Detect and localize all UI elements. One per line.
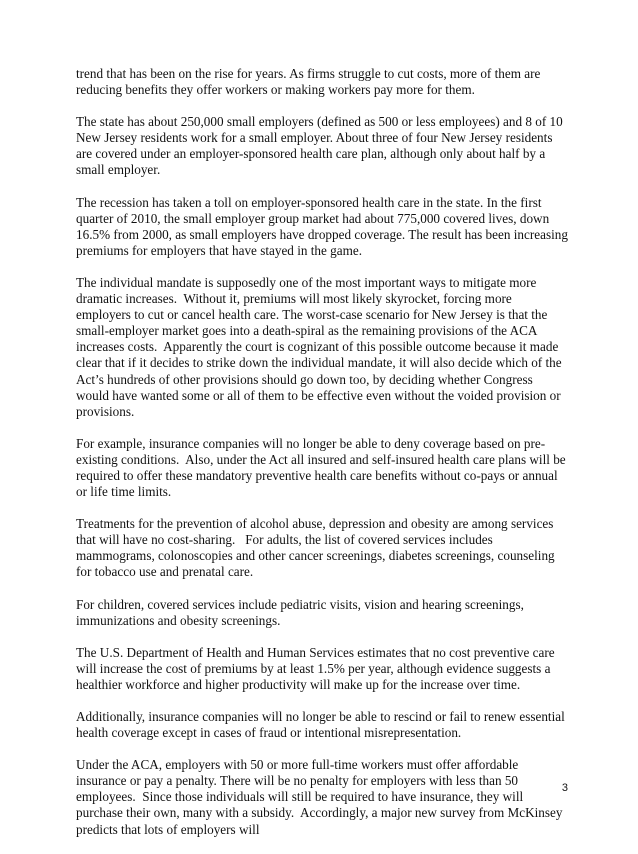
paragraph-9: Additionally, insurance companies will no longer be able to rescind or fail to renew essential health coverage except in cases of fraud or intentional misrepresentation. xyxy=(76,709,569,741)
paragraph-2: The state has about 250,000 small employers (defined as 500 or less employees) and 8 of 10 New Jersey residents work for a small employer. About three of four New Jersey residents are covered under an employer-sponsored health care plan, although only about half by a small employer. xyxy=(76,114,567,178)
paragraph-10: Under the ACA, employers with 50 or more full-time workers must offer affordable insurance or pay a penalty. There will be no penalty for employers with less than 50 employees. Since those individuals will still be required to have insurance, they will purchase their own, many with a subsidy. Accordingly, a major new survey from McKinsey predicts that lots of employers will xyxy=(76,757,566,837)
paragraph-1: trend that has been on the rise for years. As firms struggle to cut costs, more of them are reducing benefits they offer workers or making workers pay more for them. xyxy=(76,66,544,98)
paragraph-5: For example, insurance companies will no longer be able to deny coverage based on pre-existing conditions. Also, under the Act all insured and self-insured health care plans will be required to offer these mandatory preventive health care benefits without co-pays or annual or life time limits. xyxy=(76,435,569,500)
paragraph-3: The recession has taken a toll on employer-sponsored health care in the state. In the first quarter of 2010, the small employer group market had about 775,000 covered lives, down 16.5% from 2000, as small employers have dropped coverage. The result has been increasing premiums for employers that have stayed in the game. xyxy=(76,194,572,258)
paragraph-7: For children, covered services include pediatric visits, vision and hearing screenings, immunizations and obesity screenings. xyxy=(76,596,528,628)
paragraph-6: Treatments for the prevention of alcohol abuse, depression and obesity are among services that will have no cost-sharing. For adults, the list of covered services includes mammograms, colonoscopies and other cancer screenings, diabetes screenings, counseling for tobacco use and prenatal care. xyxy=(76,516,558,580)
page-number: 3 xyxy=(561,782,568,794)
paragraph-8: The U.S. Department of Health and Human Services estimates that no cost preventive care will increase the cost of premiums by at least 1.5% per year, although evidence suggests a healthier workforce and higher productivity will make up for the increase over time. xyxy=(76,644,558,692)
paragraph-4: The individual mandate is supposedly one of the most important ways to mitigate more dramatic increases. Without it, premiums will most likely skyrocket, forcing more employers to cut or cancel health care. The worst-case scenario for New Jersey is that the small-employer market goes into a death-spiral as the remaining provisions of the ACA increases costs. Apparently the court is cognizant of this possible outcome because it made clear that if it decides to strike down the individual mandate, it will also decide which of the Act’s hundreds of other provisions should go down too, by deciding whether Congress would have wanted some or all of them to be effective even without the voided provision or provisions. xyxy=(76,274,565,419)
document-body xyxy=(76,66,572,854)
